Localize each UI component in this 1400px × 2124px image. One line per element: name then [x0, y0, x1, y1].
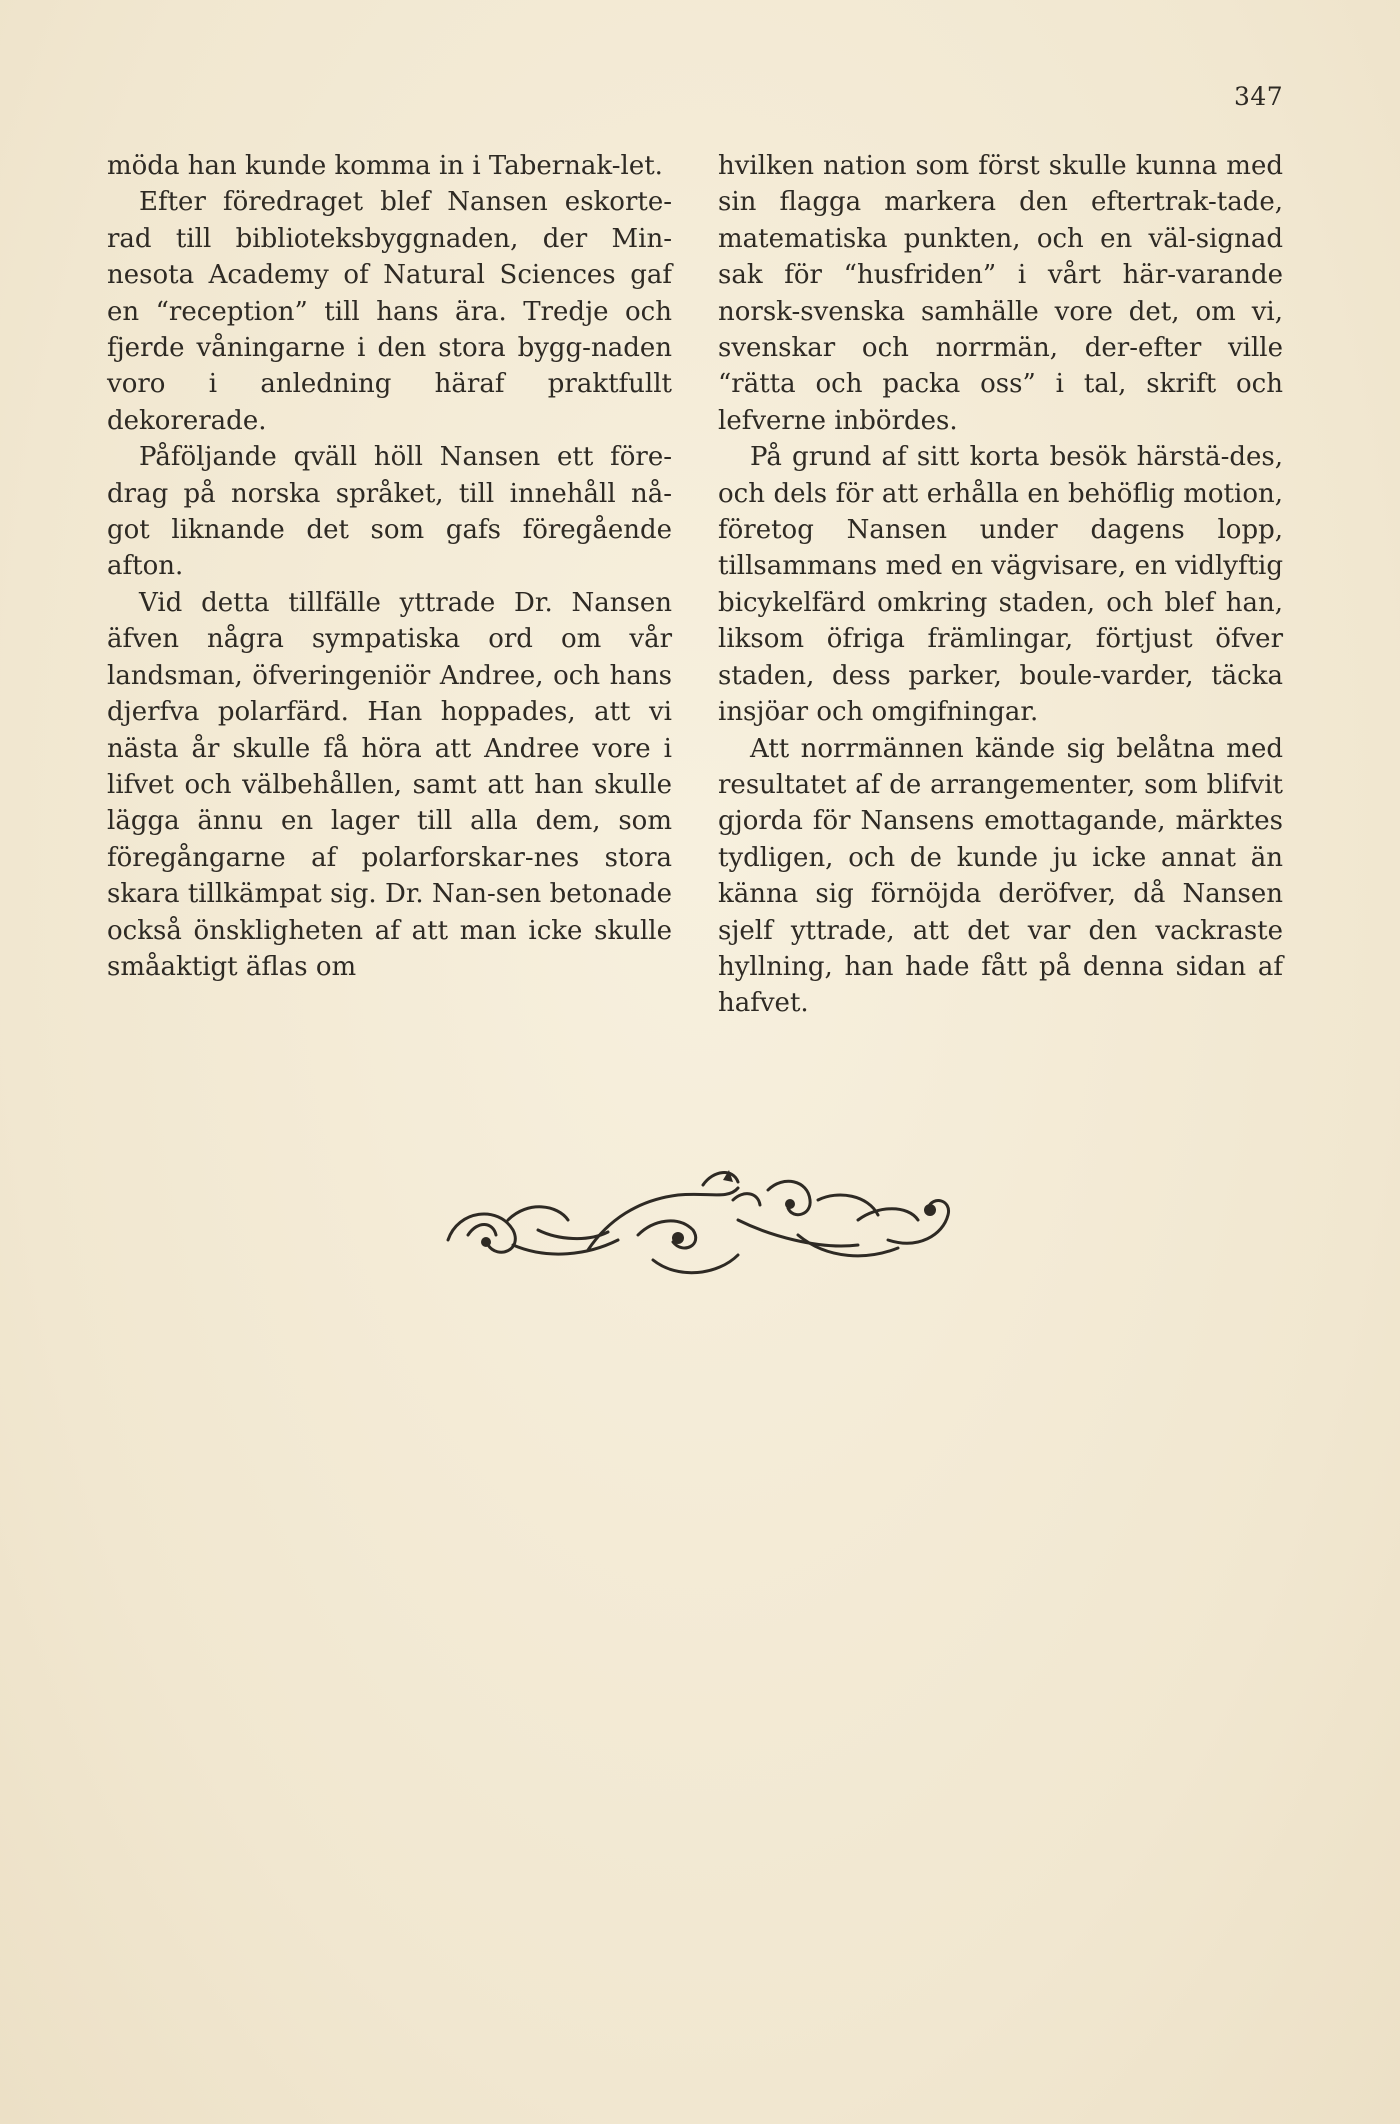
- page-number: 347: [1234, 82, 1284, 111]
- paragraph: Efter föredraget blef Nansen eskorte-rad till biblioteksbyggnaden, der Min-nesota Academy of Natural Sciences gaf en “reception” till hans ära. Tredje och fjerde våningarne i den stora bygg-naden voro i anledning häraf praktfullt dekorerade.: [107, 187, 672, 436]
- paragraph: Att norrmännen kände sig belåtna med resultatet af de arrangementer, som blifvit gjorda för Nansens emottagande, märktes tydligen, och de kunde ju icke annat än känna sig förnöjda deröfver, då Nansen sjelf yttrade, att det var den vackraste hyllning, han hade fått på denna sidan af hafvet.: [718, 733, 1283, 1019]
- paragraph: Påföljande qväll höll Nansen ett före-drag på norska språket, till innehåll nå-got liknande det som gafs föregående afton.: [107, 442, 672, 582]
- paragraph: På grund af sitt korta besök härstä-des, och dels för att erhålla en behöflig motion, företog Nansen under dagens lopp, tillsammans med en vägvisare, en vidlyftig bicykelfärd omkring staden, och blef han, liksom öfriga främlingar, förtjust öfver staden, dess parker, boule-varder, täcka insjöar och omgifningar.: [718, 442, 1283, 728]
- paragraph: Vid detta tillfälle yttrade Dr. Nansen äfven några sympatiska ord om vår landsman, öfveringeniör Andree, och hans djerfva polarfärd. Han hoppades, att vi nästa år skulle få höra att Andree vore i lifvet och välbehållen, samt att han skulle lägga ännu en lager till alla dem, som föregångarne af polarforskar-nes stora skara tillkämpat sig. Dr. Nan-sen betonade också önskligheten af att man icke skulle småaktigt äflas om: [107, 587, 672, 982]
- left-column: [107, 148, 672, 985]
- right-column: [718, 148, 1283, 1022]
- paragraph: hvilken nation som först skulle kunna med sin flagga markera den eftertrak-tade, matematiska punkten, och en väl-signad sak för “husfriden” i vårt här-varande norsk-svenska samhälle vore det, om vi, svenskar och norrmän, der-efter ville “rätta och packa oss” i tal, skrift och lefverne inbördes.: [718, 151, 1283, 436]
- floral-vignette-icon: [438, 1160, 968, 1290]
- paragraph: möda han kunde komma in i Tabernak-let.: [107, 151, 663, 181]
